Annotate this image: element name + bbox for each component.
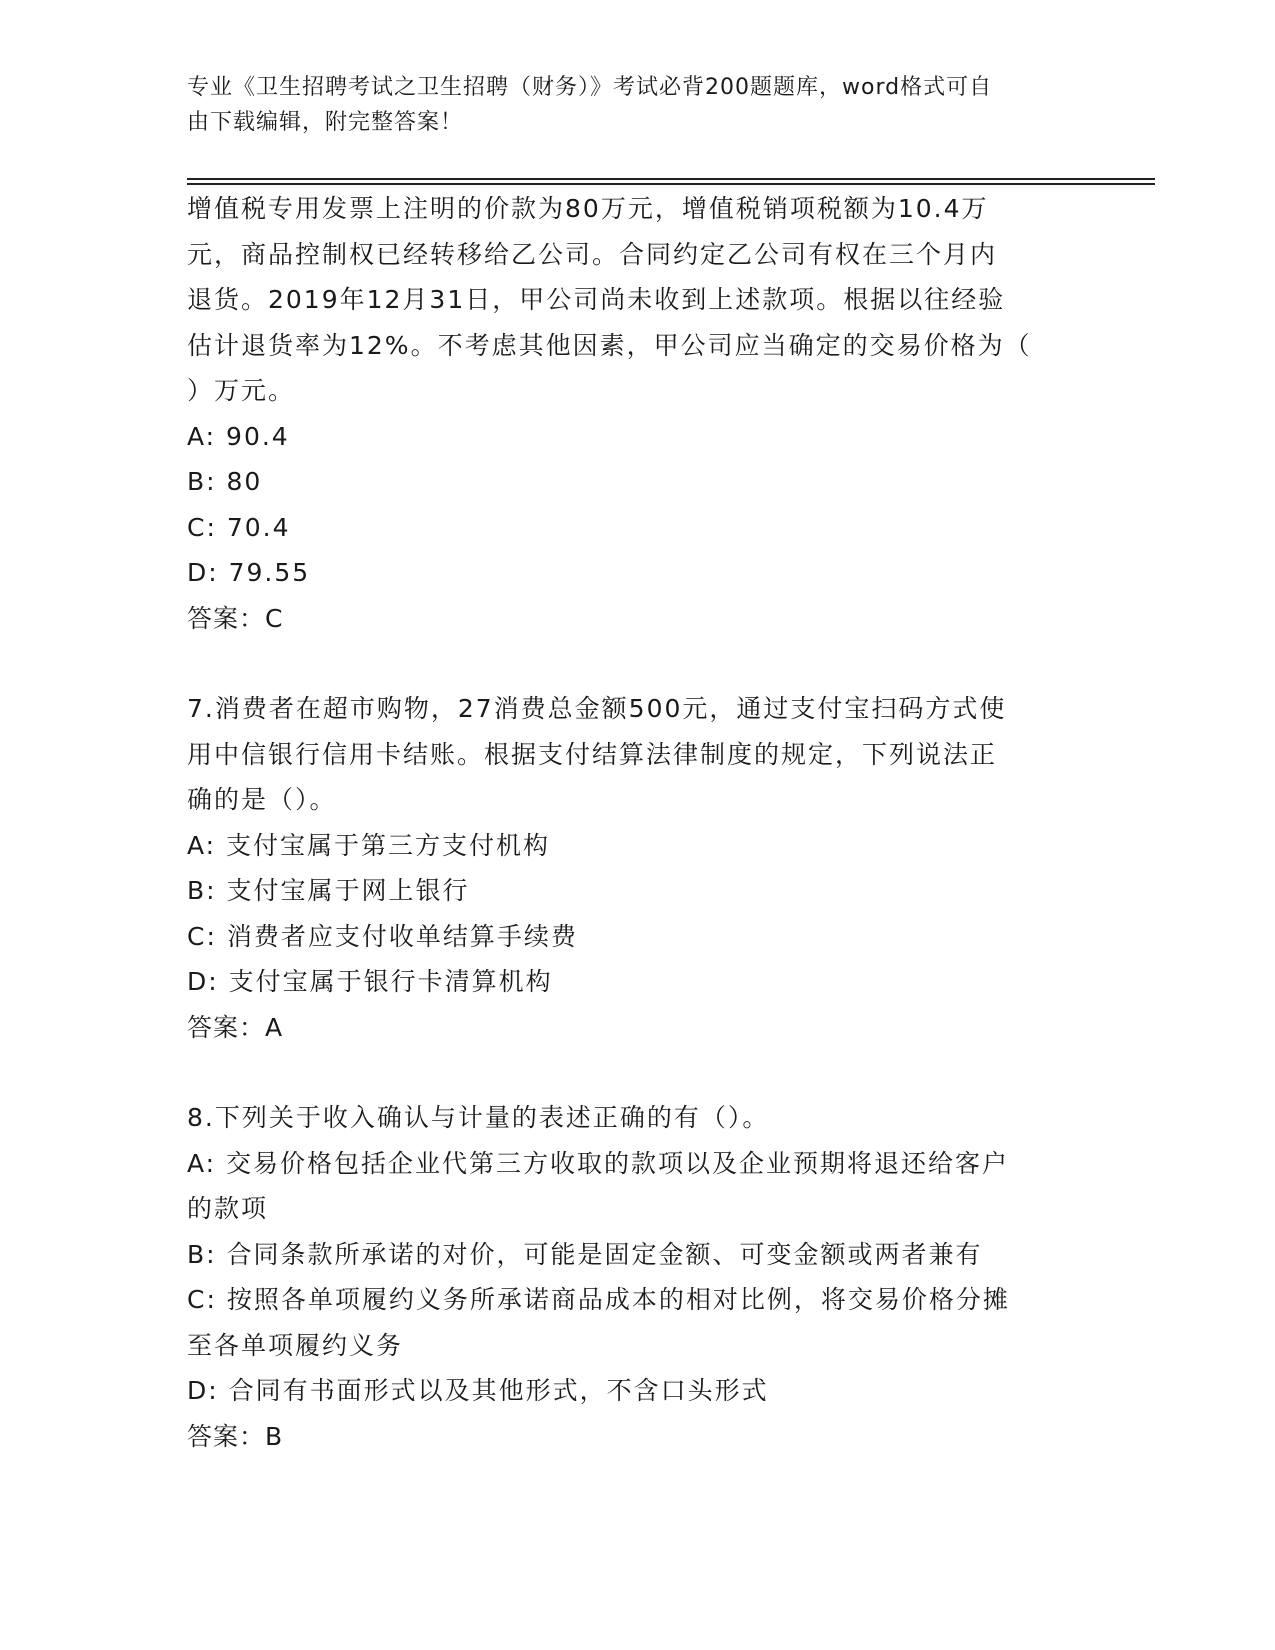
option-a: A: 支付宝属于第三方支付机构 (187, 830, 551, 860)
question-stem-line: 7.消费者在超市购物，27消费总金额500元，通过支付宝扫码方式使 (187, 694, 1007, 723)
header-line-1: 专业《卫生招聘考试之卫生招聘（财务）》考试必背200题题库，word格式可自 (187, 75, 993, 100)
question-stem-line: 估计退货率为12%。不考虑其他因素，甲公司应当确定的交易价格为（ (187, 330, 1032, 360)
question-8 (187, 1095, 1067, 1459)
question-stem-line: 8.下列关于收入确认与计量的表述正确的有（）。 (187, 1103, 770, 1132)
answer-label: 答案：C (187, 603, 284, 633)
option-c: C: 70.4 (187, 512, 291, 542)
question-6 (187, 186, 1067, 641)
option-a-continued: 的款项 (187, 1194, 269, 1223)
section-gap (187, 641, 1067, 686)
option-c-continued: 至各单项履约义务 (187, 1330, 404, 1360)
option-b: B: 支付宝属于网上银行 (187, 876, 470, 905)
option-c: C: 消费者应支付收单结算手续费 (187, 921, 578, 951)
answer-label: 答案：A (187, 1012, 284, 1042)
question-stem-line: 退货。2019年12月31日，甲公司尚未收到上述款项。根据以往经验 (187, 285, 1006, 314)
question-stem-line: 确的是（）。 (187, 785, 337, 814)
option-b: B: 80 (187, 467, 263, 496)
option-b: B: 合同条款所承诺的对价，可能是固定金额、可变金额或两者兼有 (187, 1239, 983, 1269)
document-body (187, 186, 1067, 1459)
header-divider-bottom (187, 183, 1155, 185)
answer-label: 答案：B (187, 1421, 284, 1451)
question-stem-line: ）万元。 (187, 376, 296, 405)
option-d: D: 79.55 (187, 558, 311, 587)
question-7 (187, 686, 1067, 1050)
option-d: D: 合同有书面形式以及其他形式，不含口头形式 (187, 1376, 769, 1405)
header-divider-top (187, 178, 1155, 180)
header-line-2: 由下载编辑，附完整答案！ (187, 110, 464, 135)
option-c: C: 按照各单项履约义务所承诺商品成本的相对比例，将交易价格分摊 (187, 1285, 1010, 1314)
option-a: A: 交易价格包括企业代第三方收取的款项以及企业预期将退还给客户 (187, 1148, 1010, 1178)
document-header (187, 70, 1067, 140)
question-stem-line: 元，商品控制权已经转移给乙公司。合同约定乙公司有权在三个月内 (187, 239, 998, 269)
section-gap (187, 1050, 1067, 1095)
option-d: D: 支付宝属于银行卡清算机构 (187, 967, 553, 996)
question-stem-line: 增值税专用发票上注明的价款为80万元，增值税销项税额为10.4万 (187, 194, 989, 223)
question-stem-line: 用中信银行信用卡结账。根据支付结算法律制度的规定，下列说法正 (187, 739, 998, 769)
option-a: A: 90.4 (187, 421, 290, 451)
